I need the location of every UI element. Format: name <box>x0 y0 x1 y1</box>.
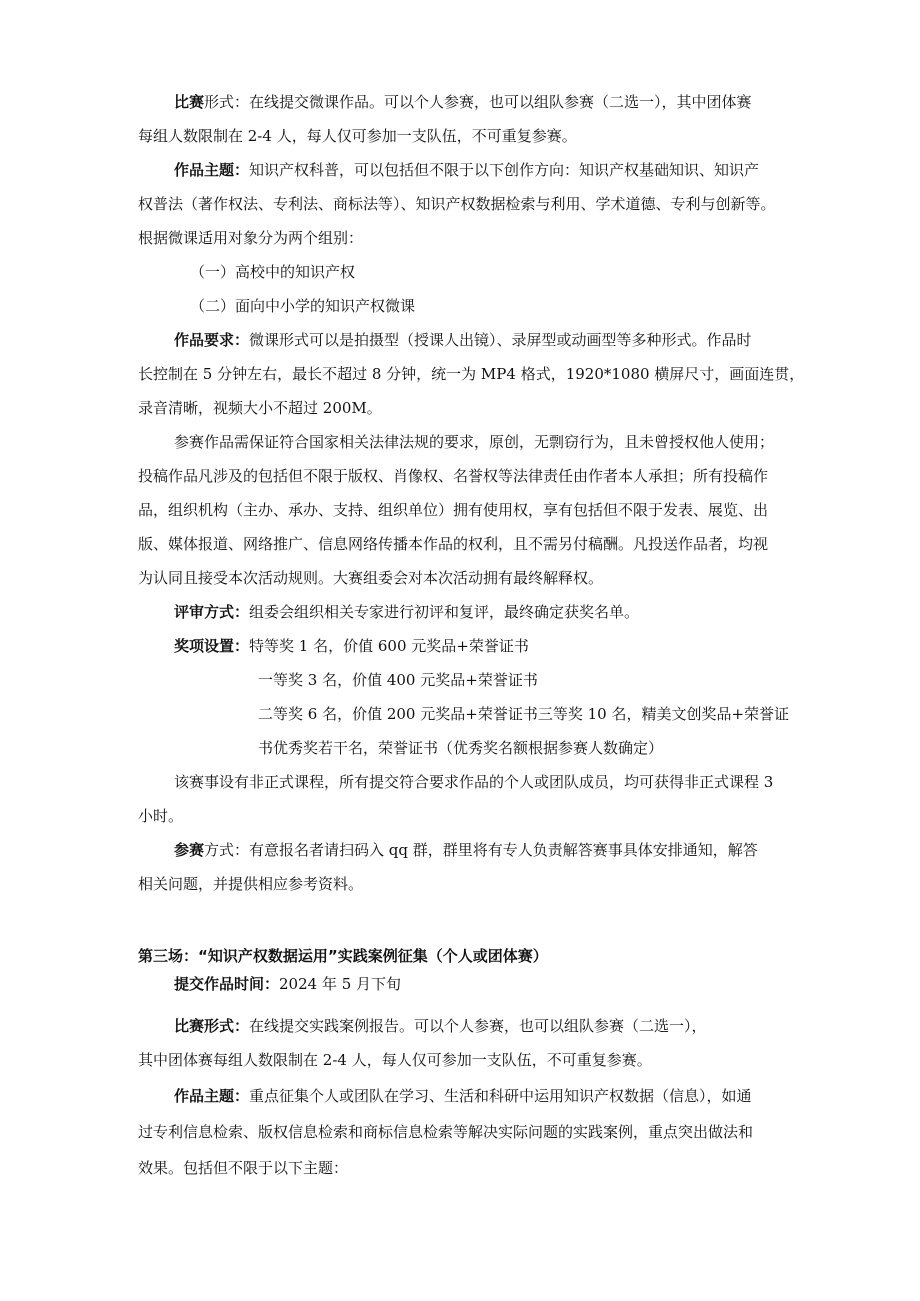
work-requirements-paragraph <box>174 330 752 350</box>
award-excellence: 书优秀奖若干名，荣誉证书（优秀奖名额根据参赛人数确定） <box>258 739 664 757</box>
s3-competition-format-label: 比赛形式： <box>174 1017 250 1035</box>
evaluation-label: 评审方式： <box>174 603 250 621</box>
work-requirements-text-cont: 长控制在 5 分钟左右，最长不超过 8 分钟，统一为 MP4 格式，1920*1080 横屏尺寸，画面连贯， <box>138 365 805 383</box>
s3-work-theme-text-cont2: 效果。包括但不限于以下主题： <box>138 1159 349 1177</box>
competition-format-paragraph <box>174 92 752 112</box>
work-theme-text-cont: 权普法（著作权法、专利法、商标法等）、知识产权数据检索与利用、学术道德、专利与创新等。 <box>138 195 776 213</box>
submission-time-paragraph <box>174 974 401 994</box>
award-second-third: 二等奖 6 名，价值 200 元奖品+荣誉证书三等奖 10 名，精美文创奖品+荣誉证 <box>258 705 790 723</box>
s3-work-theme-label: 作品主题： <box>174 1087 250 1105</box>
legal-paragraph-line-1: 参赛作品需保证符合国家相关法律法规的要求，原创，无剽窃行为，且未曾授权他人使用； <box>174 433 775 451</box>
s3-work-theme-paragraph <box>174 1086 752 1106</box>
legal-paragraph-line-4: 版、媒体报道、网络推广、信息网络传播本作品的权利，且不需另付稿酬。凡投送作品者，均视 <box>138 535 769 553</box>
award-special: 特等奖 1 名，价值 600 元奖品+荣誉证书 <box>249 637 529 655</box>
section-3-heading: 第三场：“知识产权数据运用”实践案例征集（个人或团体赛） <box>138 947 548 965</box>
work-requirements-text-cont2: 录音清晰，视频大小不超过 200M。 <box>138 399 382 417</box>
group-item-2: （二）面向中小学的知识产权微课 <box>190 297 416 315</box>
work-theme-text-cont2: 根据微课适用对象分为两个组别： <box>138 229 364 247</box>
awards-paragraph <box>174 636 529 656</box>
awards-label: 奖项设置： <box>174 637 250 655</box>
group-item-1: （一）高校中的知识产权 <box>190 263 356 281</box>
s3-work-theme-text-cont: 过专利信息检索、版权信息检索和商标信息检索等解决实际问题的实践案例，重点突出做法和 <box>138 1123 754 1141</box>
participation-paragraph <box>174 840 758 860</box>
legal-paragraph-line-2: 投稿作品凡涉及的包括但不限于版权、肖像权、名誉权等法律责任由作者本人承担；所有投稿作 <box>138 467 769 485</box>
informal-course-line-1: 该赛事设有非正式课程，所有提交符合要求作品的个人或团队成员，均可获得非正式课程 3 <box>174 773 774 791</box>
work-theme-label: 作品主题： <box>174 161 250 179</box>
participation-text: 方式：有意报名者请扫码入 qq 群，群里将有专人负责解答赛事具体安排通知，解答 <box>204 841 758 859</box>
award-first: 一等奖 3 名，价值 400 元奖品+荣誉证书 <box>258 671 538 689</box>
legal-paragraph-line-5: 为认同且接受本次活动规则。大赛组委会对本次活动拥有最终解释权。 <box>138 569 604 587</box>
work-requirements-text: 微课形式可以是拍摄型（授课人出镜）、录屏型或动画型等多种形式。作品时 <box>249 331 752 349</box>
s3-work-theme-text: 重点征集个人或团队在学习、生活和科研中运用知识产权数据（信息），如通 <box>249 1087 752 1105</box>
submission-time-label: 提交作品时间： <box>174 975 280 993</box>
competition-format-text: 形式：在线提交微课作品。可以个人参赛，也可以组队参赛（二选一），其中团体赛 <box>204 93 752 111</box>
participation-text-cont: 相关问题，并提供相应参考资料。 <box>138 875 364 893</box>
evaluation-text: 组委会组织相关专家进行初评和复评，最终确定获奖名单。 <box>249 603 640 621</box>
competition-format-text-cont: 每组人数限制在 2-4 人，每人仅可参加一支队伍，不可重复参赛。 <box>138 127 577 145</box>
legal-paragraph-line-3: 品，组织机构（主办、承办、支持、组织单位）拥有使用权，享有包括但不限于发表、展览、出 <box>138 501 769 519</box>
s3-competition-format-text: 在线提交实践案例报告。可以个人参赛，也可以组队参赛（二选一）， <box>249 1017 707 1035</box>
work-theme-text: 知识产权科普，可以包括但不限于以下创作方向：知识产权基础知识、知识产 <box>249 161 760 179</box>
s3-competition-format-paragraph <box>174 1016 707 1036</box>
participation-label: 参赛 <box>174 841 205 859</box>
work-theme-paragraph <box>174 160 759 180</box>
informal-course-line-2: 小时。 <box>138 807 184 825</box>
competition-format-label: 比赛 <box>174 93 205 111</box>
submission-time-text: 2024 年 5 月下旬 <box>279 975 402 993</box>
evaluation-paragraph <box>174 602 639 622</box>
s3-competition-format-text-cont: 其中团体赛每组人数限制在 2-4 人，每人仅可参加一支队伍，不可重复参赛。 <box>138 1051 652 1069</box>
work-requirements-label: 作品要求： <box>174 331 250 349</box>
